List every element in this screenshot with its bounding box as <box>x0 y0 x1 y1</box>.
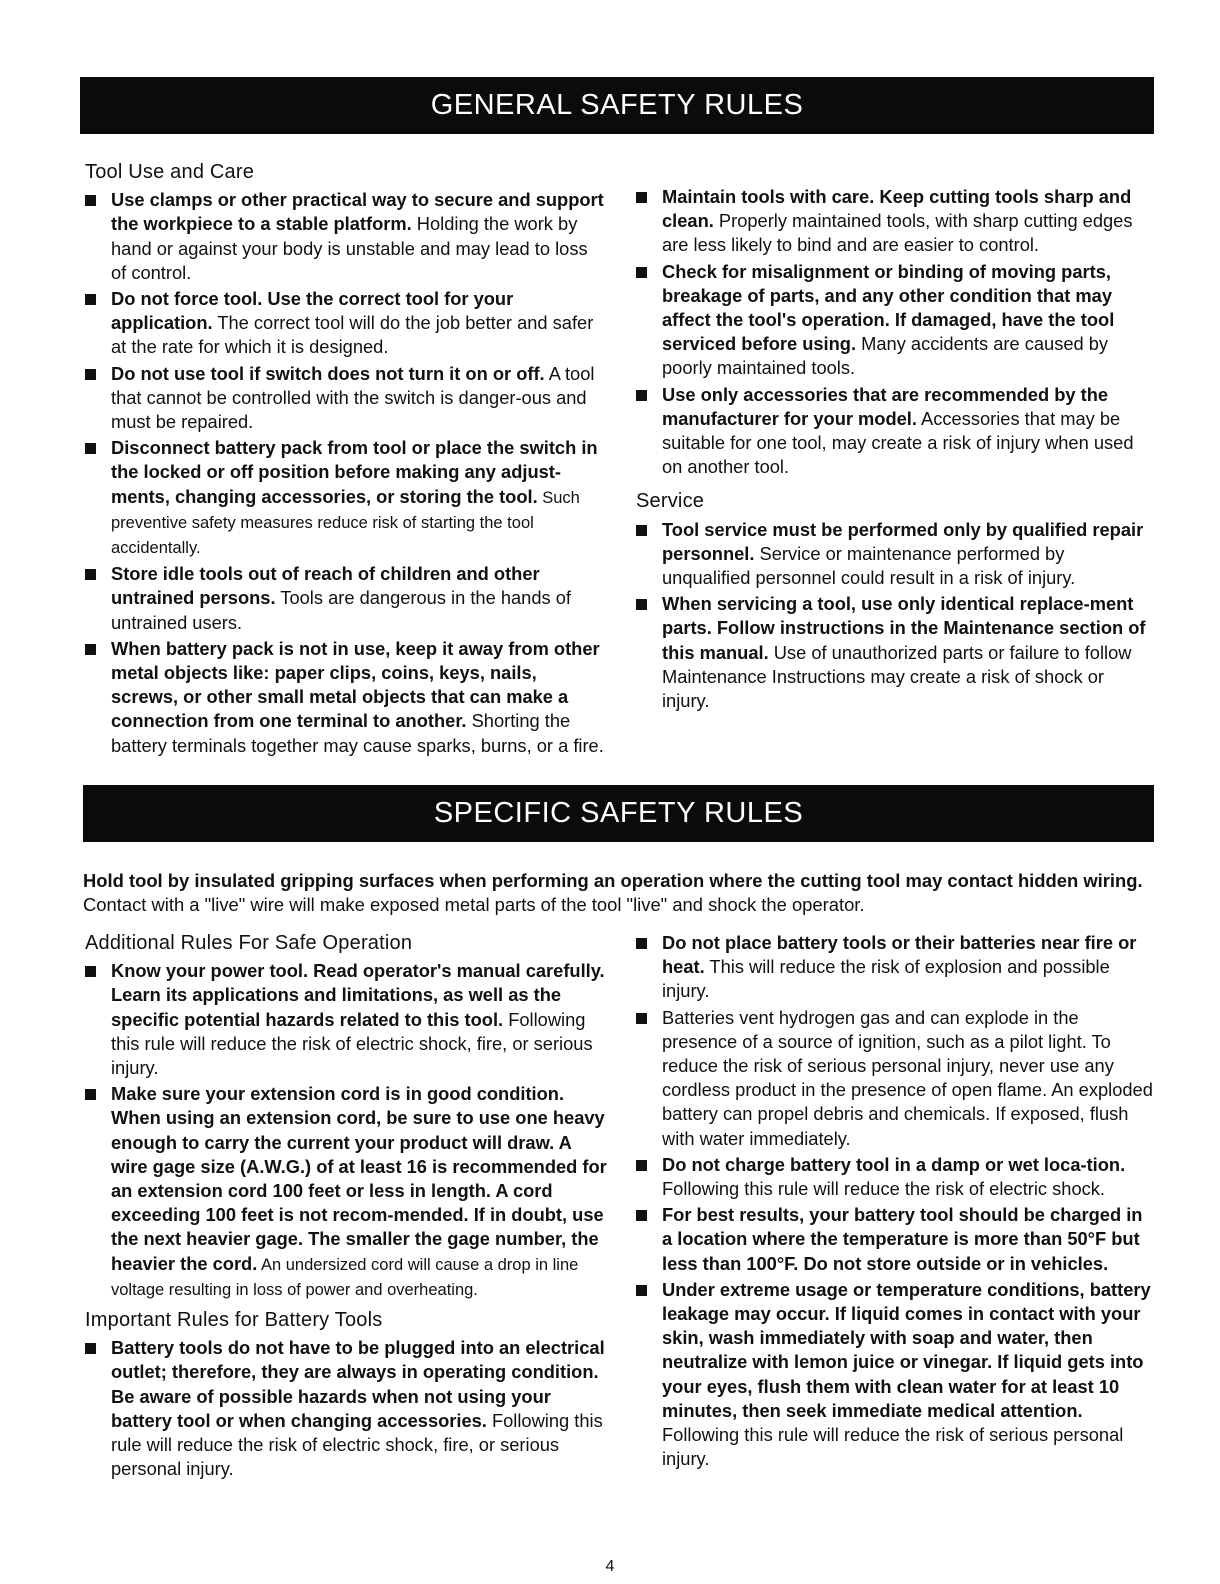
bullet-square-icon <box>636 192 647 203</box>
tool-use-heading: Tool Use and Care <box>85 161 255 183</box>
list-item: Batteries vent hydrogen gas and can explode in the presence of a source of ignition, such as a pilot light. To reduce the risk of serious personal injury, never use any cordless product in the presence of open flame. An exploded battery can propel debris and chemicals. If exposed, flush with water immediately. <box>636 1006 1156 1151</box>
battery-hazards-column <box>636 931 1156 1473</box>
list-item: Check for misalignment or binding of moving parts, breakage of parts, and any other condition that may affect the tool's operation. If damaged, have the tool serviced before using. Many accidents are caused by poorly maintained tools. <box>636 260 1156 381</box>
list-item: Make sure your extension cord is in good condition. When using an extension cord, be sure to use one heavy enough to carry the current your product will draw. A wire gage size (A.W.G.) of at least 16 is recommended for an extension cord 100 feet or less in length. A cord exceeding 100 feet is not recom-mended. If in doubt, use the next heavier gage. The smaller the gage number, the heavier the cord. An undersized cord will cause a drop in line voltage resulting in loss of power and overheating. <box>85 1082 607 1302</box>
bullet-square-icon <box>636 1285 647 1296</box>
list-item: When battery pack is not in use, keep it away from other metal objects like: paper clips, coins, keys, nails, screws, or other small metal objects that can make a connection from one terminal to another. Shorting the battery terminals together may cause sparks, burns, or a fire. <box>85 637 605 758</box>
bullet-square-icon <box>636 1210 647 1221</box>
page-number: 4 <box>605 1558 615 1575</box>
bullet-square-icon <box>636 390 647 401</box>
bullet-square-icon <box>85 195 96 206</box>
bullet-square-icon <box>636 599 647 610</box>
list-item: Do not force tool. Use the correct tool for your application. The correct tool will do the job better and safer at the rate for which it is designed. <box>85 287 605 360</box>
bullet-square-icon <box>636 938 647 949</box>
bullet-square-icon <box>636 525 647 536</box>
bullet-square-icon <box>85 1089 96 1100</box>
bullet-square-icon <box>636 1160 647 1171</box>
bullet-square-icon <box>85 644 96 655</box>
general-safety-title: GENERAL SAFETY RULES <box>430 89 804 121</box>
list-item: Maintain tools with care. Keep cutting tools sharp and clean. Properly maintained tools, with sharp cutting edges are less likely to bind and are easier to control. <box>636 185 1156 258</box>
bullet-square-icon <box>85 966 96 977</box>
lead-paragraph: Hold tool by insulated gripping surfaces when performing an operation where the cutting tool may contact hidden wiring. Contact with a "live" wire will make exposed metal parts of the tool "live" and shock the operator. <box>83 870 1143 915</box>
list-item: Use only accessories that are recommended by the manufacturer for your model. Accessories that may be suitable for one tool, may create a risk of injury when used on another tool. <box>636 383 1156 480</box>
list-item: Do not place battery tools or their batteries near fire or heat. This will reduce the risk of explosion and possible injury. <box>636 931 1156 1004</box>
list-item: For best results, your battery tool should be charged in a location where the temperature is more than 50°F but less than 100°F. Do not store outside or in vehicles. <box>636 1203 1156 1276</box>
bullet-square-icon <box>85 443 96 454</box>
tool-use-column <box>85 160 605 760</box>
additional-rules-column <box>85 931 607 1483</box>
list-item: Do not charge battery tool in a damp or wet loca-tion. Following this rule will reduce the risk of electric shock. <box>636 1153 1156 1201</box>
list-item: Battery tools do not have to be plugged into an electrical outlet; therefore, they are always in operating condition. Be aware of possible hazards when not using your battery tool or when changing accessories. Following this rule will reduce the risk of electric shock, fire, or serious personal injury. <box>85 1336 607 1481</box>
specific-safety-title: SPECIFIC SAFETY RULES <box>433 797 804 829</box>
general-safety-banner <box>80 77 1154 134</box>
maintenance-column <box>636 185 1156 715</box>
battery-rules-heading: Important Rules for Battery Tools <box>85 1309 383 1332</box>
list-item: When servicing a tool, use only identical replace-ment parts. Follow instructions in the Maintenance section of this manual. Use of unauthorized parts or failure to follow Maintenance Instructions may create a risk of shock or injury. <box>636 592 1156 713</box>
list-item: Use clamps or other practical way to secure and support the workpiece to a stable platform. Holding the work by hand or against your body is unstable and may lead to loss of control. <box>85 188 605 285</box>
bullet-square-icon <box>85 294 96 305</box>
bullet-square-icon <box>636 267 647 278</box>
specific-safety-banner <box>83 785 1154 842</box>
list-item: Store idle tools out of reach of children and other untrained persons. Tools are dangerous in the hands of untrained users. <box>85 562 605 635</box>
list-item: Do not use tool if switch does not turn it on or off. A tool that cannot be controlled with the switch is danger-ous and must be repaired. <box>85 362 605 435</box>
list-item: Tool service must be performed only by qualified repair personnel. Service or maintenance performed by unqualified personnel could result in a risk of injury. <box>636 518 1156 591</box>
list-item: Under extreme usage or temperature conditions, battery leakage may occur. If liquid comes in contact with your skin, wash immediately with soap and water, then neutralize with lemon juice or vinegar. If liquid gets into your eyes, flush them with clean water for at least 10 minutes, then seek immediate medical attention. Following this rule will reduce the risk of serious personal injury. <box>636 1278 1156 1472</box>
bullet-square-icon <box>85 569 96 580</box>
bullet-square-icon <box>85 1343 96 1354</box>
bullet-square-icon <box>636 1013 647 1024</box>
list-item: Know your power tool. Read operator's manual carefully. Learn its applications and limitations, as well as the specific potential hazards related to this tool. Following this rule will reduce the risk of electric shock, fire, or serious injury. <box>85 959 607 1080</box>
bullet-square-icon <box>85 369 96 380</box>
list-item: Disconnect battery pack from tool or place the switch in the locked or off position before making any adjust-ments, changing accessories, or storing the tool. Such preventive safety measures reduce risk of starting the tool accidentally. <box>85 436 605 560</box>
service-heading: Service <box>636 490 705 513</box>
additional-rules-heading: Additional Rules For Safe Operation <box>85 932 413 954</box>
